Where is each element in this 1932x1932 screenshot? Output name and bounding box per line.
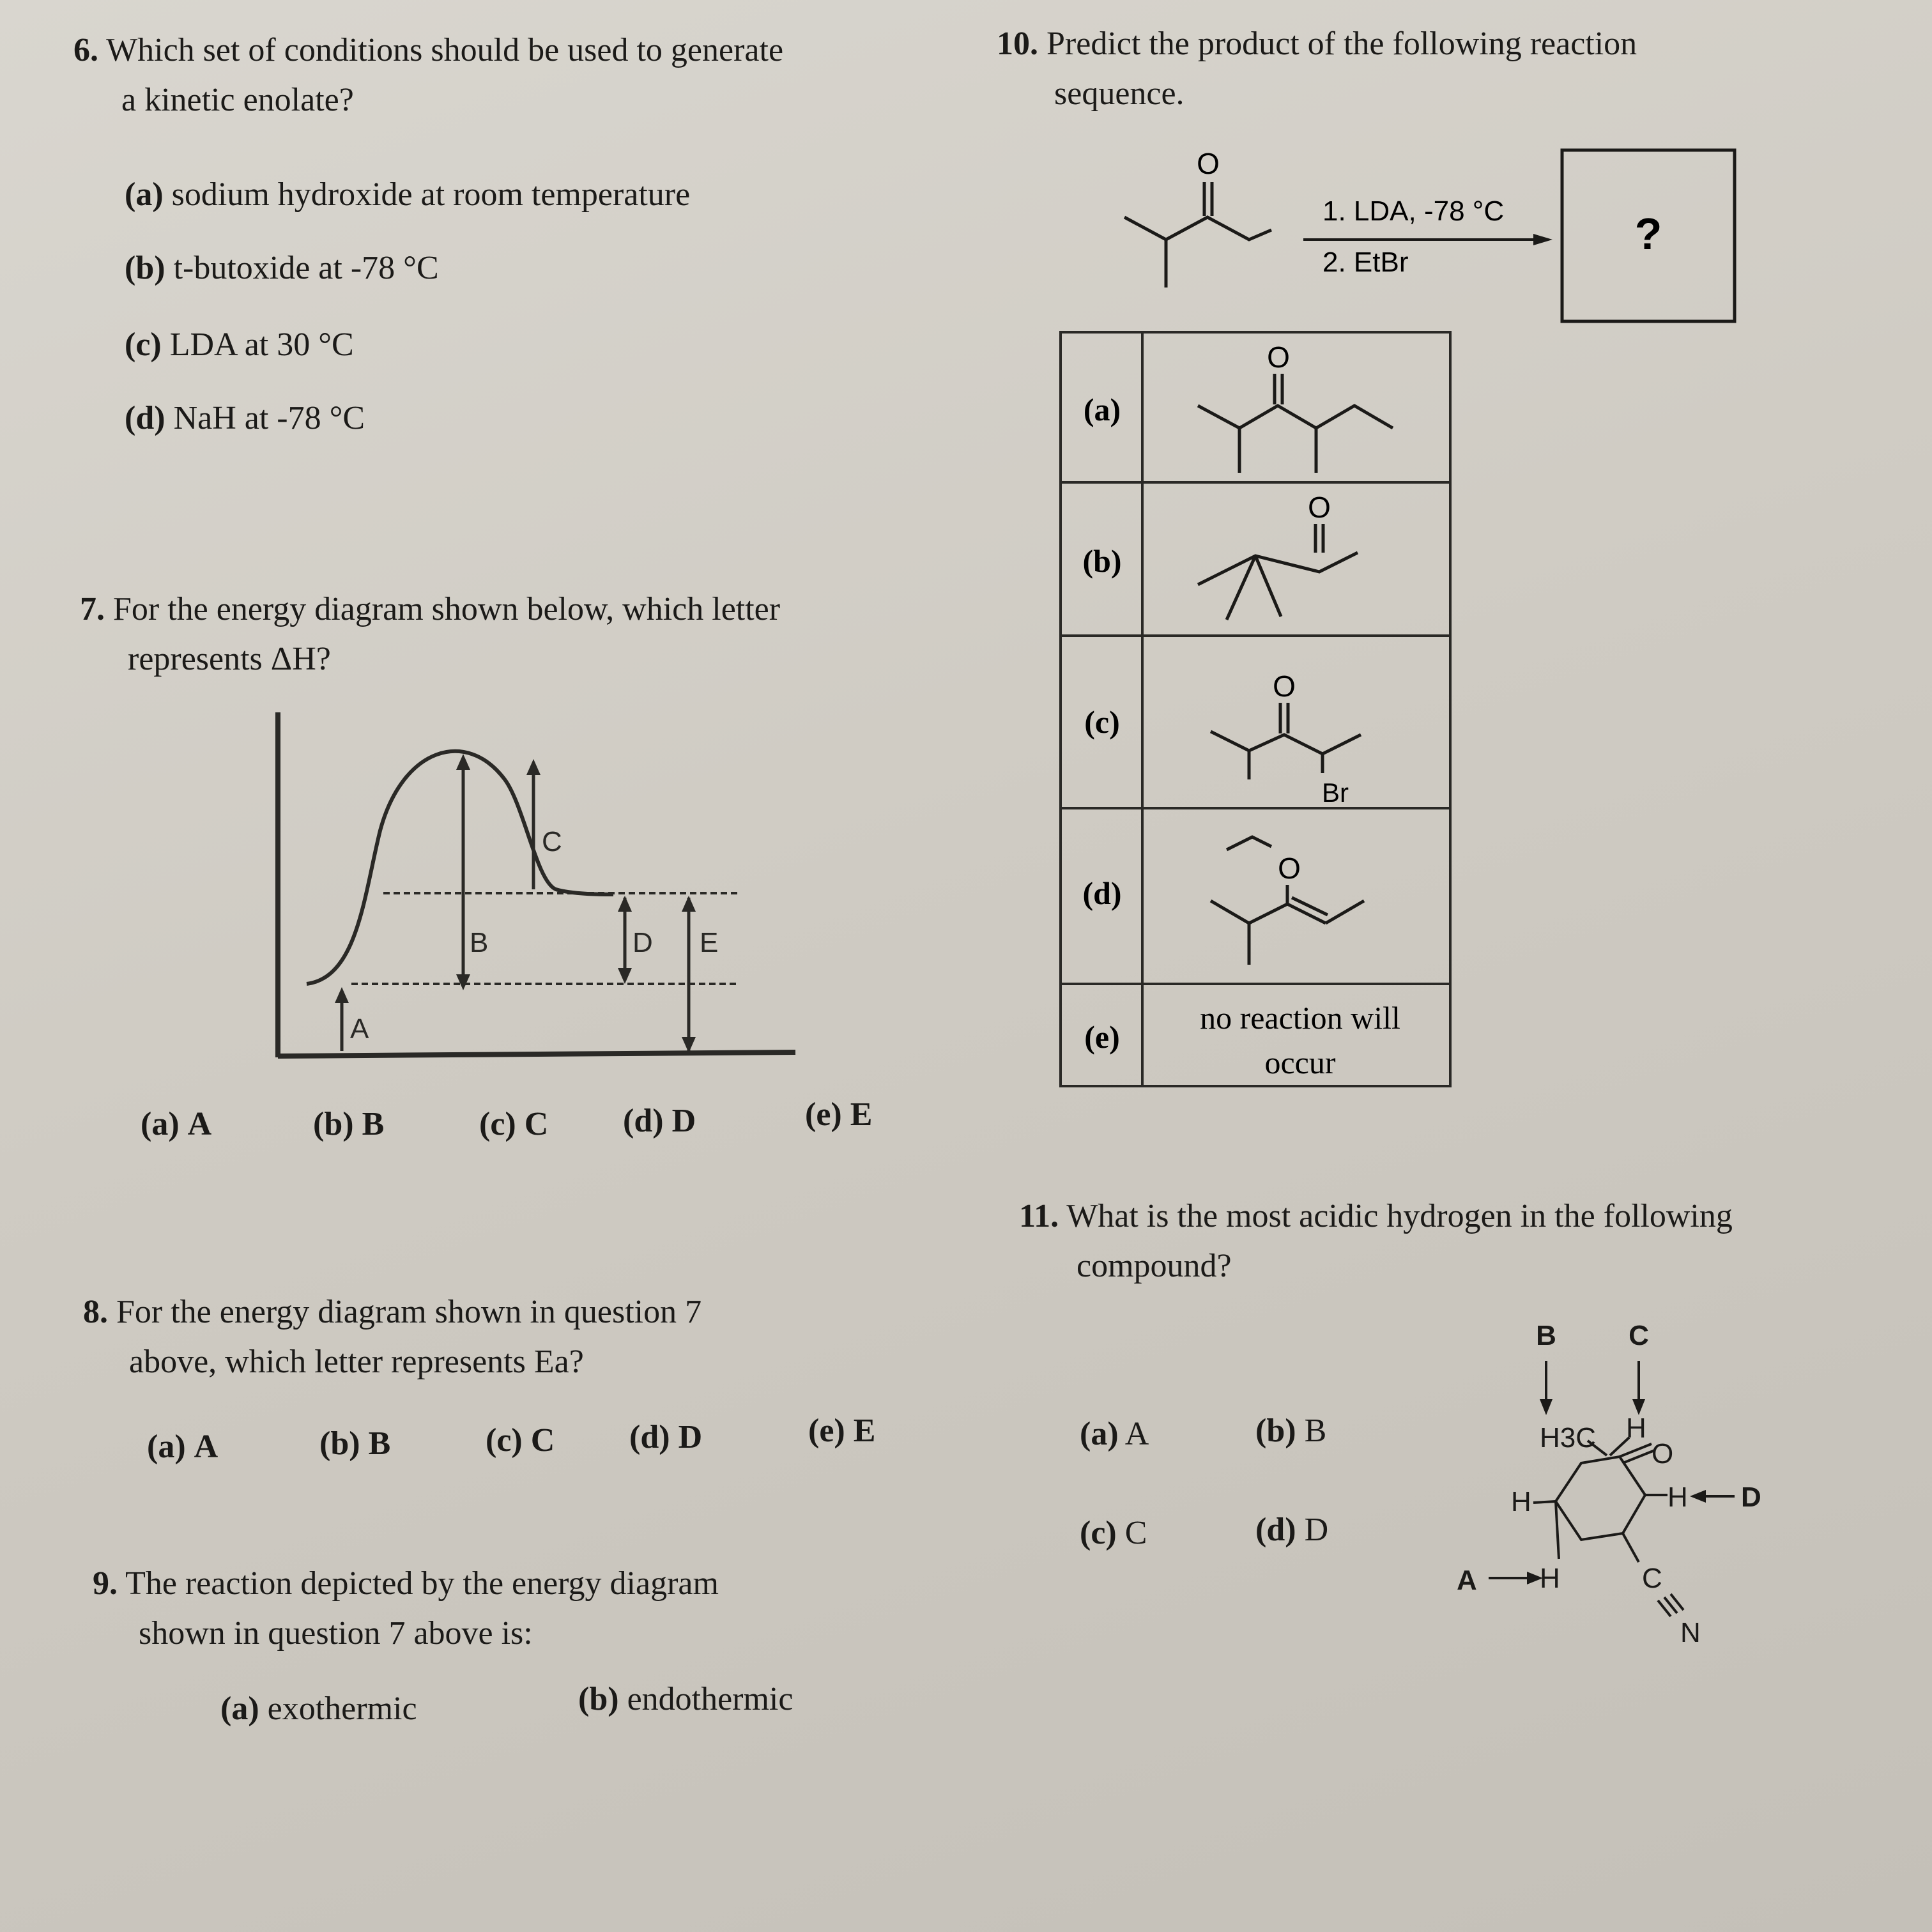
choice-a-label[interactable]: (a) [1083, 392, 1121, 427]
choice-b-structure [1198, 524, 1358, 620]
diagram-label-a: A [350, 1013, 369, 1045]
choice-e-text-2: occur [1264, 1045, 1336, 1080]
q8-option-c[interactable]: (c) C [486, 1422, 555, 1459]
choice-e-text-1: no reaction will [1200, 1000, 1400, 1036]
question-7: 7. For the energy diagram shown below, which letter represents ΔH? [80, 591, 781, 677]
choice-d-oxygen: O [1278, 852, 1301, 885]
reagent-step-1: 1. LDA, -78 °C [1322, 195, 1505, 227]
choice-b-oxygen: O [1308, 491, 1331, 524]
question-text-cont: a kinetic enolate? [121, 82, 354, 118]
pointer-c: C [1629, 1320, 1649, 1351]
q8-option-e[interactable]: (e) E [808, 1413, 876, 1449]
reagent-step-2: 2. EtBr [1322, 247, 1409, 278]
question-9: 9. The reaction depicted by the energy diagram shown in question 7 above is: [93, 1565, 719, 1652]
q6-option-c[interactable]: (c) LDA at 30 °C [125, 326, 354, 363]
q7-option-c[interactable]: (c) C [479, 1106, 549, 1142]
hydrogen-left: H [1511, 1486, 1531, 1517]
q7-option-d[interactable]: (d) D [623, 1103, 696, 1139]
q9-option-a[interactable]: (a) exothermic [220, 1690, 417, 1727]
choice-c-structure [1211, 703, 1361, 779]
methyl-group: H3C [1540, 1422, 1597, 1453]
unknown-product: ? [1634, 209, 1662, 259]
choice-c-oxygen: O [1273, 670, 1296, 703]
q7-option-a[interactable]: (a) A [141, 1106, 212, 1142]
choice-a-structure [1198, 374, 1393, 473]
q10-answer-table [1054, 326, 1469, 1092]
energy-diagram [256, 703, 818, 1073]
nitrile-nitrogen: N [1680, 1617, 1701, 1648]
carbonyl-oxygen: O [1652, 1438, 1674, 1469]
reaction-scheme [1112, 147, 1751, 339]
choice-e-label[interactable]: (e) [1084, 1019, 1120, 1055]
reactant-oxygen: O [1197, 147, 1220, 180]
question-number: 6. [73, 32, 98, 68]
q6-option-a[interactable]: (a) sodium hydroxide at room temperature [125, 176, 691, 213]
q11-option-d[interactable]: (d) D [1255, 1512, 1329, 1548]
q7-option-b[interactable]: (b) B [313, 1106, 385, 1142]
choice-c-bromine: Br [1322, 778, 1349, 808]
q8-option-b[interactable]: (b) B [319, 1425, 391, 1462]
question-10: 10. Predict the product of the following reaction sequence. [997, 26, 1637, 112]
nitrile-carbon: C [1642, 1563, 1662, 1594]
hydrogen-a: H [1540, 1563, 1560, 1594]
choice-b-label[interactable]: (b) [1082, 543, 1122, 579]
question-6 [73, 26, 968, 125]
q11-option-a[interactable]: (a) A [1080, 1416, 1149, 1452]
q8-option-d[interactable]: (d) D [629, 1419, 703, 1455]
q6-option-d[interactable]: (d) NaH at -78 °C [125, 400, 365, 436]
choice-d-label[interactable]: (d) [1082, 875, 1122, 911]
q8-option-a[interactable]: (a) A [147, 1429, 218, 1465]
q9-option-b[interactable]: (b) endothermic [578, 1681, 793, 1717]
diagram-label-c: C [542, 826, 562, 857]
pointer-b: B [1536, 1320, 1556, 1351]
diagram-label-b: B [470, 927, 489, 958]
diagram-label-d: D [632, 927, 653, 958]
question-text: Which set of conditions should be used to generate [106, 32, 784, 68]
pointer-a: A [1457, 1565, 1477, 1596]
q11-option-c[interactable]: (c) C [1080, 1515, 1147, 1551]
hydrogen-c: H [1626, 1413, 1646, 1444]
choice-c-label[interactable]: (c) [1084, 704, 1120, 740]
acidic-hydrogen-structure [1412, 1303, 1897, 1661]
q6-option-b[interactable]: (b) t-butoxide at -78 °C [125, 250, 439, 286]
q7-option-e[interactable]: (e) E [805, 1096, 873, 1133]
pointer-d: D [1741, 1482, 1761, 1513]
hydrogen-d: H [1667, 1482, 1688, 1513]
diagram-label-e: E [700, 927, 719, 958]
q11-option-b[interactable]: (b) B [1255, 1413, 1327, 1449]
question-8: 8. For the energy diagram shown in question 7 above, which letter represents Ea? [83, 1294, 702, 1380]
question-11: 11. What is the most acidic hydrogen in the following compound? [1019, 1198, 1733, 1284]
choice-a-oxygen: O [1267, 341, 1290, 374]
